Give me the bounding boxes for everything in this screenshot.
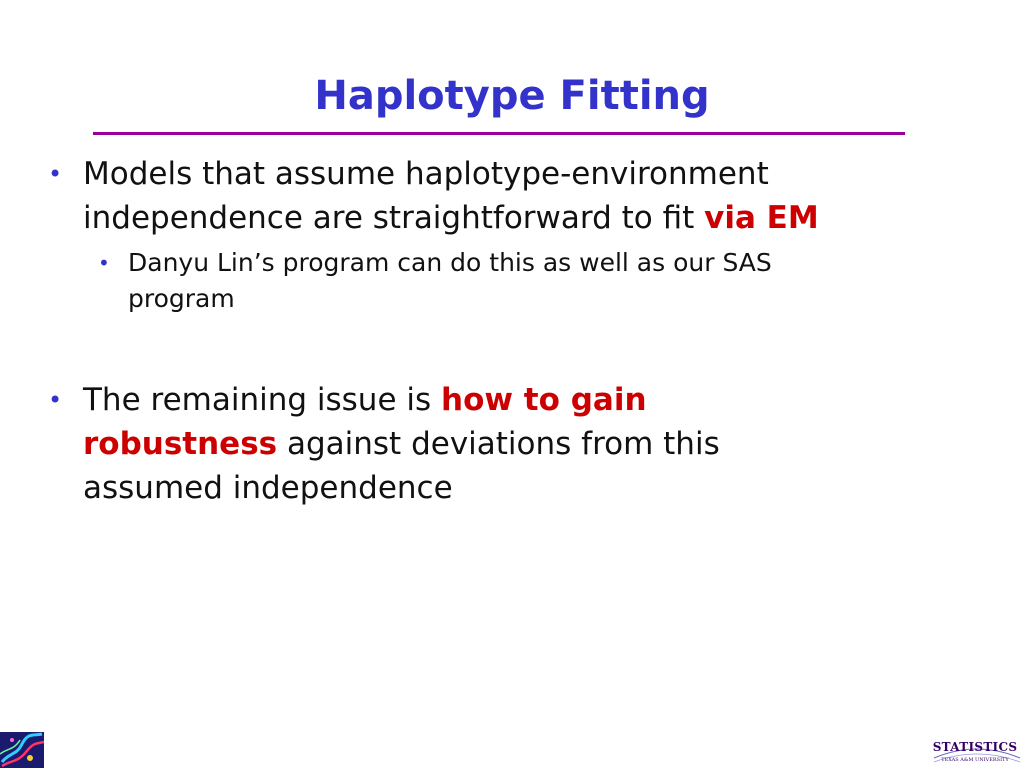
bullet-dot-icon: • bbox=[48, 160, 63, 188]
bullet-2-emphasis-2: robustness bbox=[83, 426, 278, 462]
bullet-2-line-3: assumed independence bbox=[83, 470, 453, 506]
sub-bullet-text bbox=[128, 245, 948, 317]
bullet-1-line-1: Models that assume haplotype-environment bbox=[83, 156, 769, 192]
statistics-logo-text: STATISTICS bbox=[932, 740, 1018, 754]
bullet-2-line-1: The remaining issue is bbox=[83, 382, 441, 418]
sub-bullet-dot-icon: • bbox=[98, 251, 110, 275]
statistics-logo-subtext: TEXAS A&M UNIVERSITY bbox=[941, 757, 1009, 763]
bullet-1-line-2: independence are straightforward to fit bbox=[83, 200, 705, 236]
slide-title: Haplotype Fitting bbox=[314, 73, 710, 119]
dna-image-icon bbox=[0, 732, 44, 768]
bullet-item-2 bbox=[48, 378, 948, 510]
sub-bullet-item bbox=[48, 245, 948, 317]
bullet-1-emphasis: via EM bbox=[704, 200, 819, 236]
title-underline bbox=[93, 132, 905, 135]
statistics-logo bbox=[930, 738, 1024, 768]
sub-bullet-line-2: program bbox=[128, 284, 235, 313]
bullet-2-line-2: against deviations from this bbox=[277, 426, 720, 462]
bullet-2-text bbox=[83, 378, 948, 510]
bullet-2-emphasis-1: how to gain bbox=[441, 382, 647, 418]
bullet-dot-icon: • bbox=[48, 386, 63, 414]
bullet-1-text bbox=[83, 152, 948, 240]
sub-bullet-line-1: Danyu Lin’s program can do this as well as our SAS bbox=[128, 248, 772, 277]
bullet-item-1 bbox=[48, 152, 948, 240]
